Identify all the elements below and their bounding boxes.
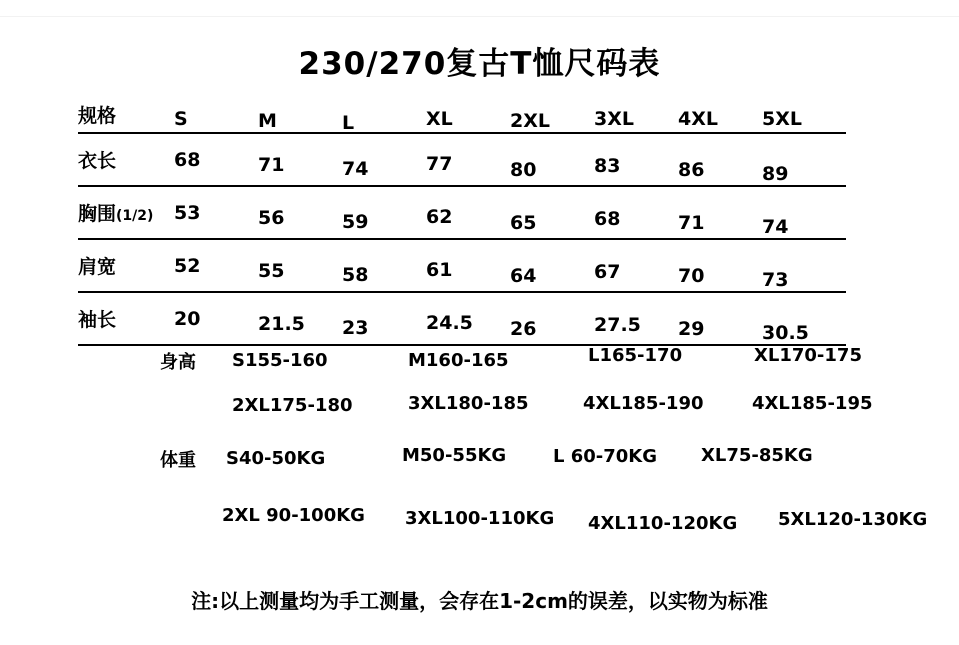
table-cell: 55 [258, 259, 285, 282]
row-label-text: 袖长 [78, 309, 117, 331]
table-cell: 26 [510, 317, 537, 340]
measurement-note: 注:以上测量均为手工测量，会存在1-2cm的误差，以实物为标准 [191, 589, 768, 613]
table-cell: 20 [174, 307, 201, 330]
column-header: 5XL [762, 108, 802, 130]
table-cell: 89 [762, 162, 789, 185]
height-value: 3XL180-185 [408, 393, 529, 414]
table-cell: 62 [426, 205, 453, 228]
table-cell: 71 [258, 153, 285, 176]
table-cell: 83 [594, 154, 621, 177]
table-cell: 86 [678, 158, 705, 181]
row-label [78, 186, 174, 239]
row-label-text: 衣长 [78, 150, 117, 172]
column-header: M [258, 110, 277, 132]
table-cell: 71 [678, 211, 705, 234]
table-cell: 53 [174, 201, 201, 224]
row-label-sub: (1/2) [116, 208, 154, 224]
size-table [78, 96, 846, 346]
height-value: M160-165 [408, 350, 509, 371]
table-cell: 21.5 [258, 312, 305, 335]
row-label-text: 胸围 [78, 203, 117, 225]
table-cell: 30.5 [762, 321, 809, 344]
top-strip [0, 0, 959, 17]
height-value: 4XL185-190 [583, 393, 704, 414]
weight-value: S40-50KG [226, 448, 326, 469]
table-cell: 58 [342, 263, 369, 286]
height-value: XL170-175 [754, 345, 862, 366]
corner-label: 规格 [78, 104, 117, 127]
weight-value: 2XL 90-100KG [222, 505, 365, 526]
table-cell: 67 [594, 260, 621, 283]
column-header: L [342, 112, 355, 134]
height-section-label: 身高 [160, 352, 196, 373]
table-row [78, 133, 846, 186]
column-header: 3XL [594, 108, 634, 130]
table-cell: 68 [594, 207, 621, 230]
weight-value: M50-55KG [402, 445, 507, 466]
table-cell: 24.5 [426, 311, 473, 334]
weight-value: 5XL120-130KG [778, 509, 928, 530]
table-cell: 70 [678, 264, 705, 287]
table-cell: 52 [174, 254, 201, 277]
table-cell: 68 [174, 148, 201, 171]
table-cell: 64 [510, 264, 537, 287]
height-value: L165-170 [588, 345, 683, 366]
column-header: XL [426, 108, 453, 130]
column-header: 2XL [510, 110, 550, 132]
table-cell: 74 [762, 215, 789, 238]
weight-value: XL75-85KG [701, 445, 813, 466]
weight-value: L 60-70KG [553, 446, 658, 467]
column-header: S [174, 108, 188, 130]
table-cell: 61 [426, 258, 453, 281]
table-cell: 27.5 [594, 313, 641, 336]
weight-value: 3XL100-110KG [405, 508, 555, 529]
weight-section-label: 体重 [160, 450, 196, 471]
row-label [78, 133, 174, 186]
table-cell: 73 [762, 268, 789, 291]
table-cell: 59 [342, 210, 369, 233]
table-cell: 74 [342, 157, 369, 180]
column-header: 4XL [678, 108, 718, 130]
table-cell: 77 [426, 152, 453, 175]
table-cell: 65 [510, 211, 537, 234]
row-label [78, 292, 174, 345]
table-cell: 56 [258, 206, 285, 229]
page-title: 230/270复古T恤尺码表 [298, 46, 661, 82]
table-cell: 23 [342, 316, 369, 339]
row-label-text: 肩宽 [78, 256, 117, 278]
table-cell: 80 [510, 158, 537, 181]
height-value: S155-160 [232, 350, 328, 371]
row-label [78, 239, 174, 292]
weight-value: 4XL110-120KG [588, 513, 738, 534]
table-cell: 29 [678, 317, 705, 340]
height-value: 2XL175-180 [232, 395, 353, 416]
height-value: 4XL185-195 [752, 393, 873, 414]
table-header-row [78, 96, 846, 133]
